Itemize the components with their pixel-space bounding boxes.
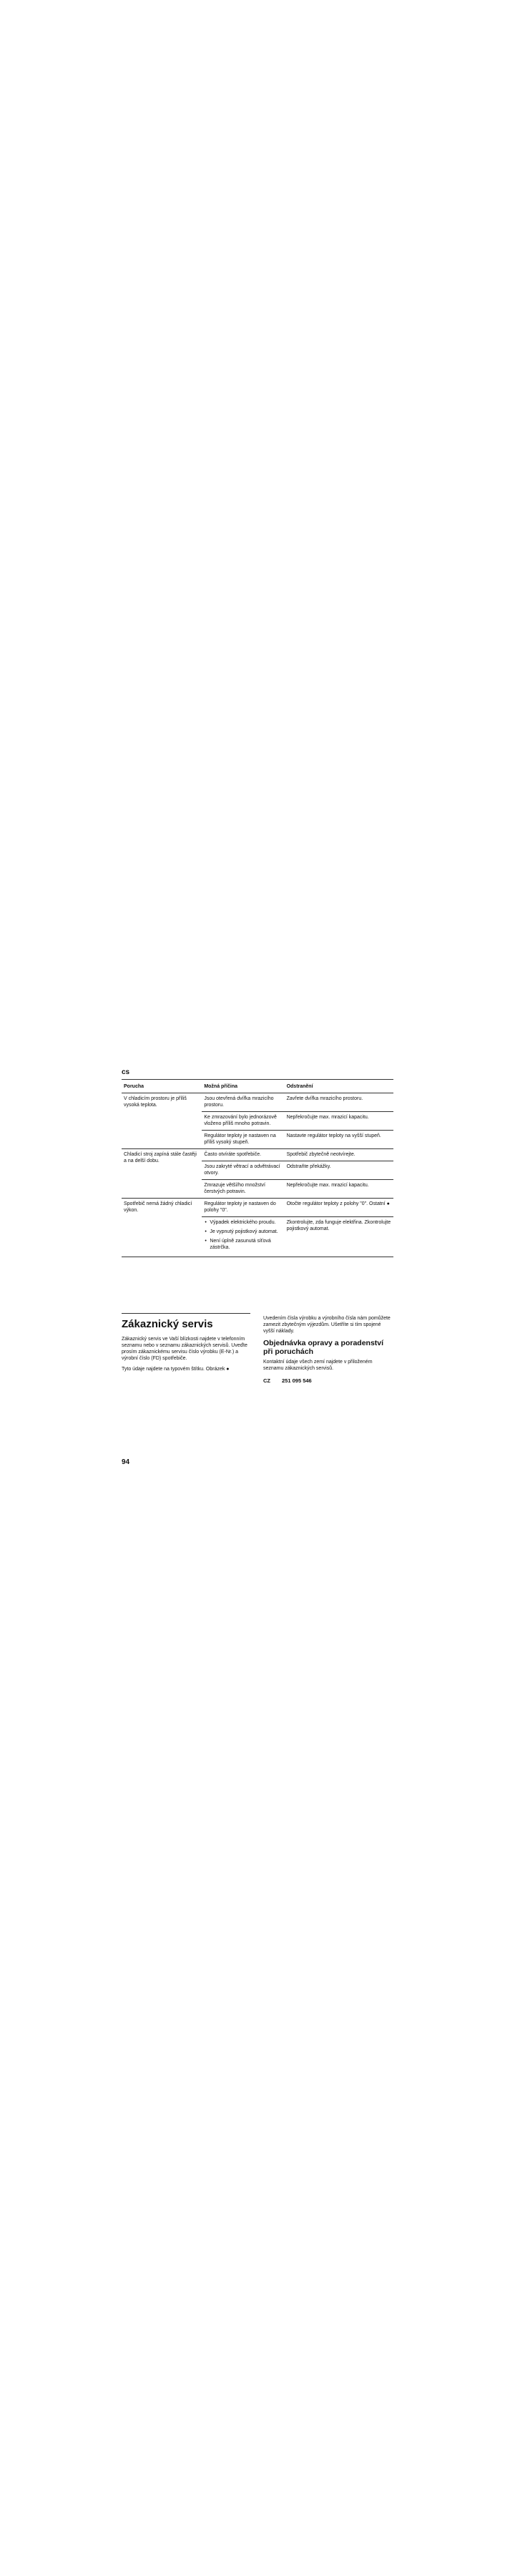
phone-country: CZ [263, 1377, 270, 1384]
header-problem: Porucha [122, 1080, 202, 1093]
remedy-cell: Spotřebič zbytečně neotvírejte. [285, 1149, 393, 1161]
right-column [263, 1315, 393, 1384]
right-intro: Uvedením čísla výrobku a výrobního čísla nám pomůžete zamezit zbytečným výjezdům. Ušetříte si tím spojené vyšší náklady. [263, 1316, 391, 1334]
cause-bullet: • Výpadek elektrického proudu. [204, 1219, 282, 1226]
remedy-cell: Nepřekročujte max. mrazicí kapacitu. [285, 1112, 393, 1131]
service-paragraph: Tyto údaje najdete na typovém štítku. Obrázek ● [122, 1367, 230, 1372]
cause-cell: Ke zmrazování bylo jednorázově vloženo příliš mnoho potravin. [202, 1112, 284, 1131]
header-cause: Možná příčina [202, 1080, 284, 1093]
problem-cell: Chladicí stroj zapíná stále častěji a na delší dobu. [122, 1149, 202, 1199]
troubleshooting-table [122, 1079, 393, 1257]
phone-number: 251 095 546 [282, 1377, 312, 1384]
customer-service-section [122, 1313, 250, 1377]
service-paragraph: Zákaznický servis ve Vaší blízkosti najdete v telefonním seznamu nebo v seznamu zákaznických servisů. Uveďte prosím zákaznickému servisu číslo výrobku (E-Nr.) a výrobní číslo (FD) spotřebiče. [122, 1337, 247, 1361]
remedy-cell: Zavřete dvířka mrazicího prostoru. [285, 1093, 393, 1112]
cause-cell: Jsou otevřená dvířka mrazicího prostoru. [202, 1093, 284, 1112]
problem-cell: Spotřebič nemá žádný chladicí výkon. [122, 1199, 202, 1257]
cause-cell: Často otvíráte spotřebiče. [202, 1149, 284, 1161]
remedy-cell: Zkontrolujte, zda funguje elektřina. Zkontrolujte pojistkový automat. [285, 1217, 393, 1257]
remedy-cell: Otočte regulátor teploty z polohy "0". Ostatní ● [285, 1199, 393, 1217]
cause-cell: Zmrazuje větší/ho množství čerstvých potravin. [202, 1180, 284, 1199]
language-code: cs [122, 1068, 130, 1076]
problem-cell: V chladicím prostoru je příliš vysoká teplota. [122, 1093, 202, 1149]
table-row [122, 1149, 393, 1161]
repair-heading: Objednávka opravy a poradenství při poruchách [263, 1339, 384, 1356]
section-divider [122, 1313, 250, 1314]
table-header-row [122, 1080, 393, 1093]
page-number: 94 [122, 1458, 130, 1466]
remedy-cell: Nastavte regulátor teploty na vyšší stupeň. [285, 1131, 393, 1149]
cause-cell: Regulátor teploty je nastaven do polohy "0". [202, 1199, 284, 1217]
remedy-cell: Odstraňte překážky. [285, 1161, 393, 1180]
cause-bullet: • Není úplně zasunutá síťová zástrčka. [204, 1238, 282, 1251]
repair-text: Kontaktní údaje všech zemí najdete v přiloženém seznamu zákaznických servisů. [263, 1360, 373, 1371]
table-row [122, 1093, 393, 1112]
phone-line [263, 1377, 393, 1384]
remedy-cell: Nepřekročujte max. mrazicí kapacitu. [285, 1180, 393, 1199]
section-title: Zákaznický servis [122, 1318, 213, 1330]
cause-cell: Jsou zakryté větrací a odvětrávací otvory. [202, 1161, 284, 1180]
cause-cell: Regulátor teploty je nastaven na příliš vysoký stupeň. [202, 1131, 284, 1149]
cause-bullet: • Je vypnutý pojistkový automat. [204, 1229, 282, 1235]
header-remedy: Odstranění [285, 1080, 393, 1093]
cause-list-cell [202, 1217, 284, 1257]
table-row [122, 1199, 393, 1217]
